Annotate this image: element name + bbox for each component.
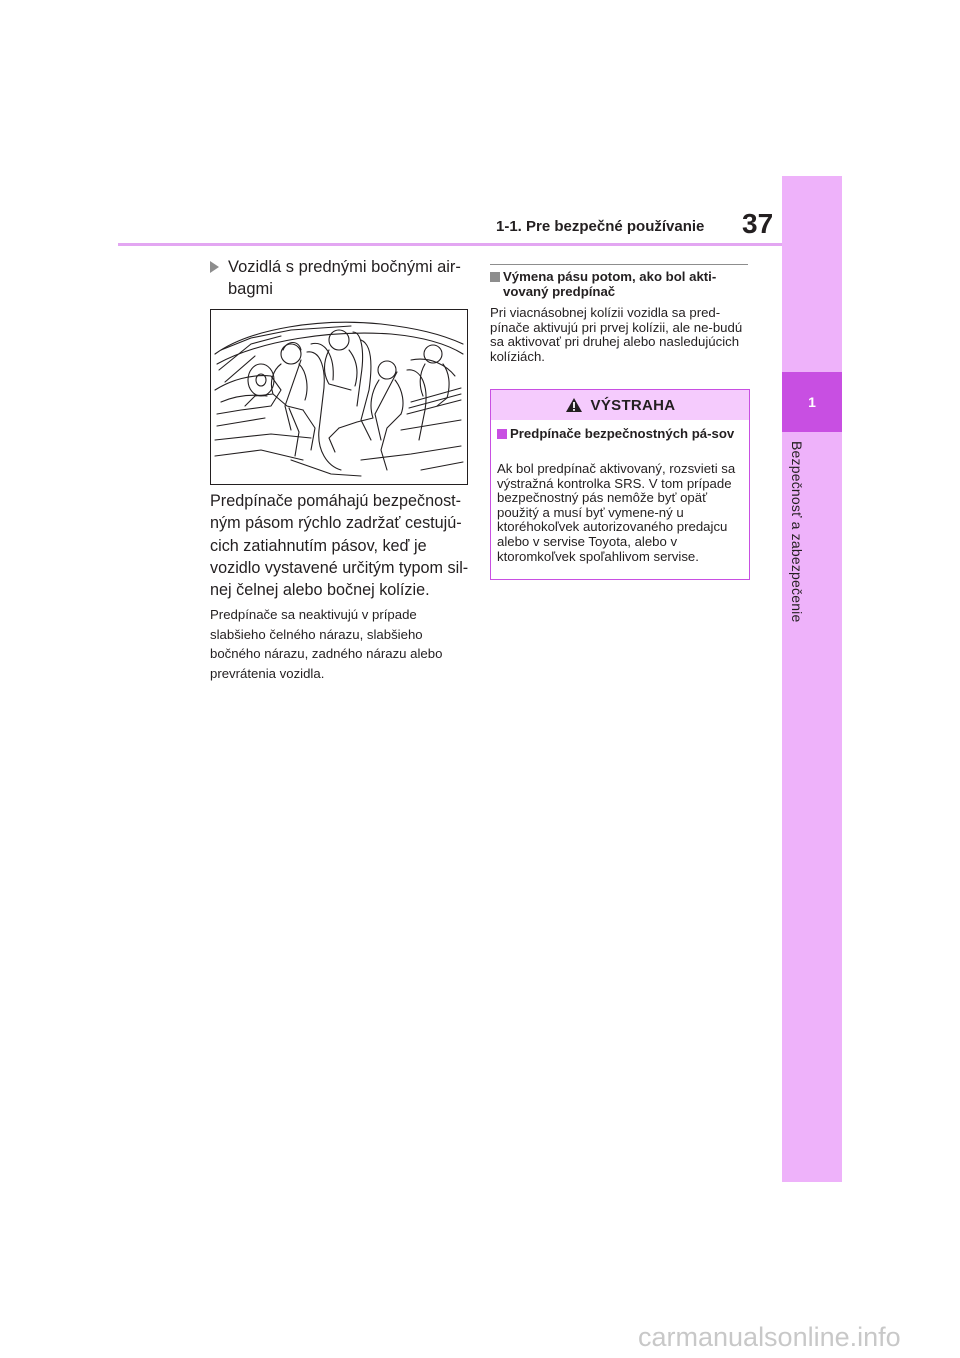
- warning-triangle-icon: [565, 397, 583, 413]
- watermark: carmanualsonline.info: [638, 1322, 901, 1352]
- section-divider: [490, 264, 748, 265]
- warning-heading: [497, 427, 741, 442]
- warning-header: [491, 390, 749, 420]
- note-paragraph: Predpínače sa neaktivujú v prípade slabšieho čelného nárazu, slabšieho bočného nárazu, zadného nárazu alebo prevrátenia vozidla.: [210, 607, 443, 681]
- square-bullet-icon: [497, 429, 507, 439]
- warning-box: [490, 389, 750, 580]
- chapter-label: Bezpečnosť a zabezpečenie: [789, 441, 805, 623]
- car-interior-drawing: [211, 310, 467, 484]
- triangle-bullet-icon: [210, 261, 219, 273]
- section-heading-text: Výmena pásu potom, ako bol akti-vovaný predpínač: [503, 269, 717, 299]
- main-paragraph: Predpínače pomáhajú bezpečnost-ným pásom rýchlo zadržať cestujú-cich zatiahnutím pásov, keď je vozidlo vystavené určitým typom sil-nej čelnej alebo bočnej kolízie.: [210, 492, 469, 600]
- section-body: Pri viacnásobnej kolízii vozidla sa pred-pínače aktivujú pri prvej kolízii, ale ne-budú sa aktivovať pri druhej alebo nasledujúcich kolíziách.: [490, 305, 743, 364]
- square-bullet-icon: [490, 272, 500, 282]
- section-heading: [490, 270, 748, 299]
- section-title: 1-1. Pre bezpečné používanie: [496, 218, 705, 235]
- bullet-heading-text: Vozidlá s prednými bočnými air-bagmi: [228, 258, 461, 298]
- chapter-number-badge: [782, 372, 842, 432]
- chapter-number: 1: [808, 394, 816, 410]
- warning-heading-text: Predpínače bezpečnostných pá-sov: [510, 426, 735, 441]
- warning-title: VÝSTRAHA: [590, 396, 676, 414]
- pretensioner-illustration: [210, 309, 468, 485]
- page-number: 37: [742, 208, 774, 239]
- bullet-heading: [210, 256, 468, 300]
- header-divider: [118, 243, 782, 246]
- warning-body: Ak bol predpínač aktivovaný, rozsvieti sa výstražná kontrolka SRS. V tom prípade bezpečnostný pás nemôže byť opäť použitý a musí byť vymene-ný u ktoréhokoľvek autorizovaného predajcu alebo v servise Toyota, alebo v ktoromkoľvek spoľahlivom servise.: [497, 461, 736, 564]
